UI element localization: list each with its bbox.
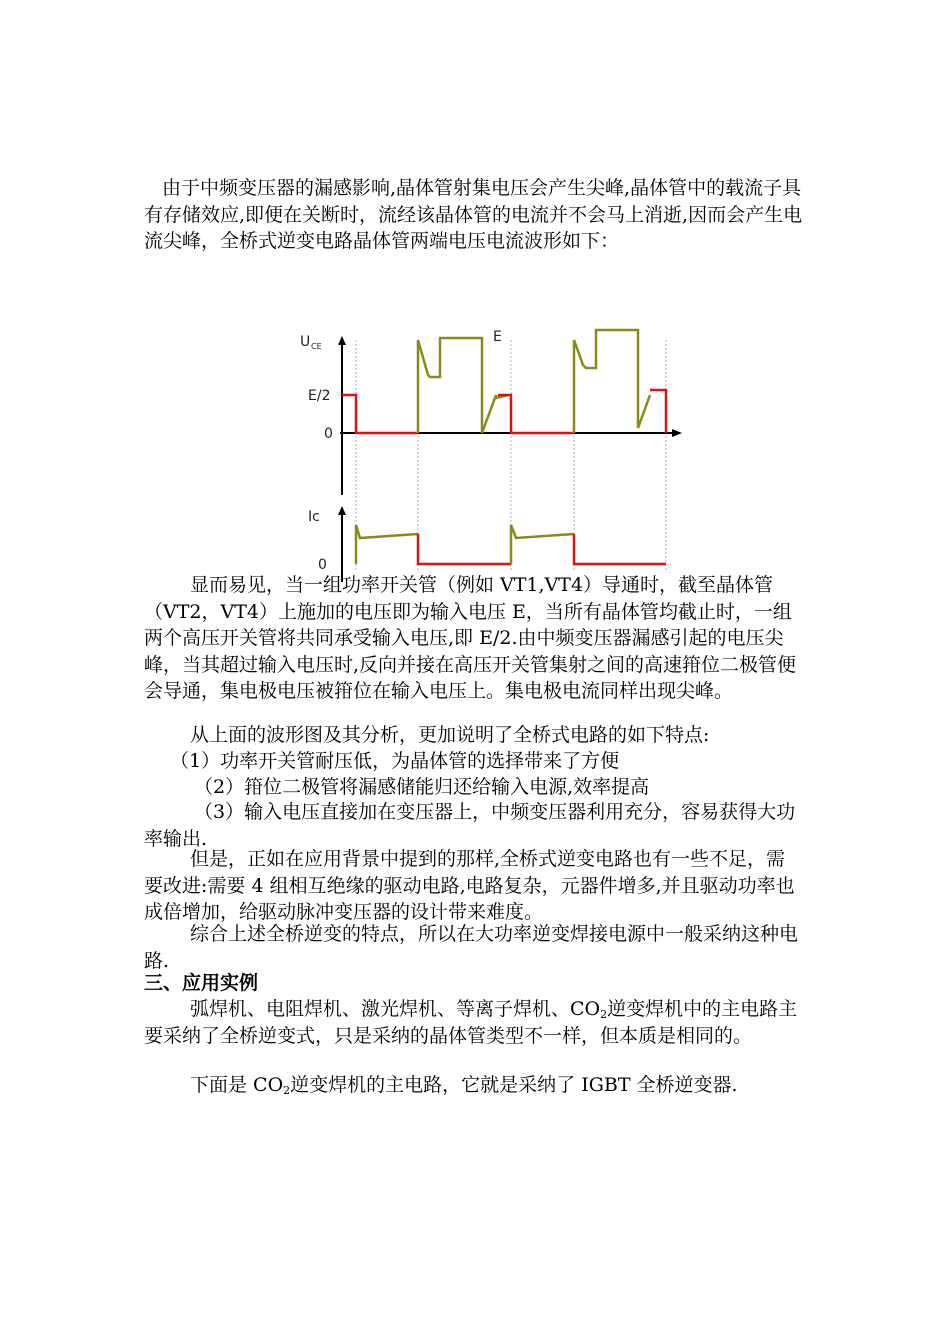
section-heading-applications: 三、应用实例 [144,972,259,994]
feature-item-3: （3）输入电压直接加在变压器上，中频变压器利用充分，容易获得大功率输出. [144,801,796,850]
waveform-figure [290,320,700,585]
co2-subscript: 2 [600,1008,608,1021]
zero-label-upper: 0 [324,426,333,442]
uce-axis-label: U [300,334,311,350]
e-half-label: E/2 [308,388,331,404]
applications-text-b: 逆变焊机中的主电路主要采纳了全桥逆变式，只是采纳的晶体管类型不一样，但本质是相同的。 [144,998,798,1047]
features-intro: 从上面的波形图及其分析，更加说明了全桥式电路的如下特点: [190,724,710,746]
ic-waveform [356,525,666,564]
e-level-label: E [493,329,502,345]
circuit-text-b: 逆变焊机的主电路，它就是采纳了 IGBT 全桥逆变器. [290,1074,738,1096]
circuit-text-a: 下面是 CO [190,1074,284,1096]
applications-text-a: 弧焊机、电阻焊机、激光焊机、等离子焊机、CO [190,998,601,1020]
intro-paragraph: 由于中频变压器的漏感影响,晶体管射集电压会产生尖峰,晶体管中的载流子具有存储效应,即便在关断时，流经该晶体管的电流并不会马上消逝,因而会产生电流尖峰，全桥式逆变电路晶体管两端电压电流波形如下： [144,177,803,252]
feature-item-1: （1）功率开关管耐压低，为晶体管的选择带来了方便 [170,750,620,772]
waveform-diagram [290,320,700,585]
summary-paragraph: 综合上述全桥逆变的特点，所以在大功率逆变焊接电源中一般采纳这种电路. [144,923,799,972]
zero-label-lower: 0 [318,557,327,573]
co2-subscript-2: 2 [283,1084,291,1097]
analysis-paragraph: 显而易见，当一组功率开关管（例如 VT1,VT4）导通时，截至晶体管（VT2，VT4）上施加的电压即为输入电压 E，当所有晶体管均截止时，一组两个高压开关管将共同承受输入电压,即 E/2.由中频变压器漏感引起的电压尖峰，当其超过输入电压时,反向并接在高压开关管集射之间的高速箝位二极管便会导通，集电极电压被箝位在输入电压上。集电极电流同样出现尖峰。 [144,574,797,702]
ic-axis-label: Ic [308,509,320,525]
uce-axis-subscript: CE [311,342,322,351]
uce-waveform [342,330,666,433]
applications-paragraph [144,996,804,1049]
feature-item-2: （2）箝位二极管将漏感储能归还给输入电源,效率提高 [194,776,650,798]
circuit-intro-paragraph [144,1072,804,1099]
ic-axes [338,506,346,582]
drawbacks-paragraph: 但是，正如在应用背景中提到的那样,全桥式逆变电路也有一些不足，需要改进:需要 4 组相互绝缘的驱动电路,电路复杂，元器件增多,并且驱动功率也成倍增加，给驱动脉冲变压器的设计带来难度。 [144,848,795,923]
